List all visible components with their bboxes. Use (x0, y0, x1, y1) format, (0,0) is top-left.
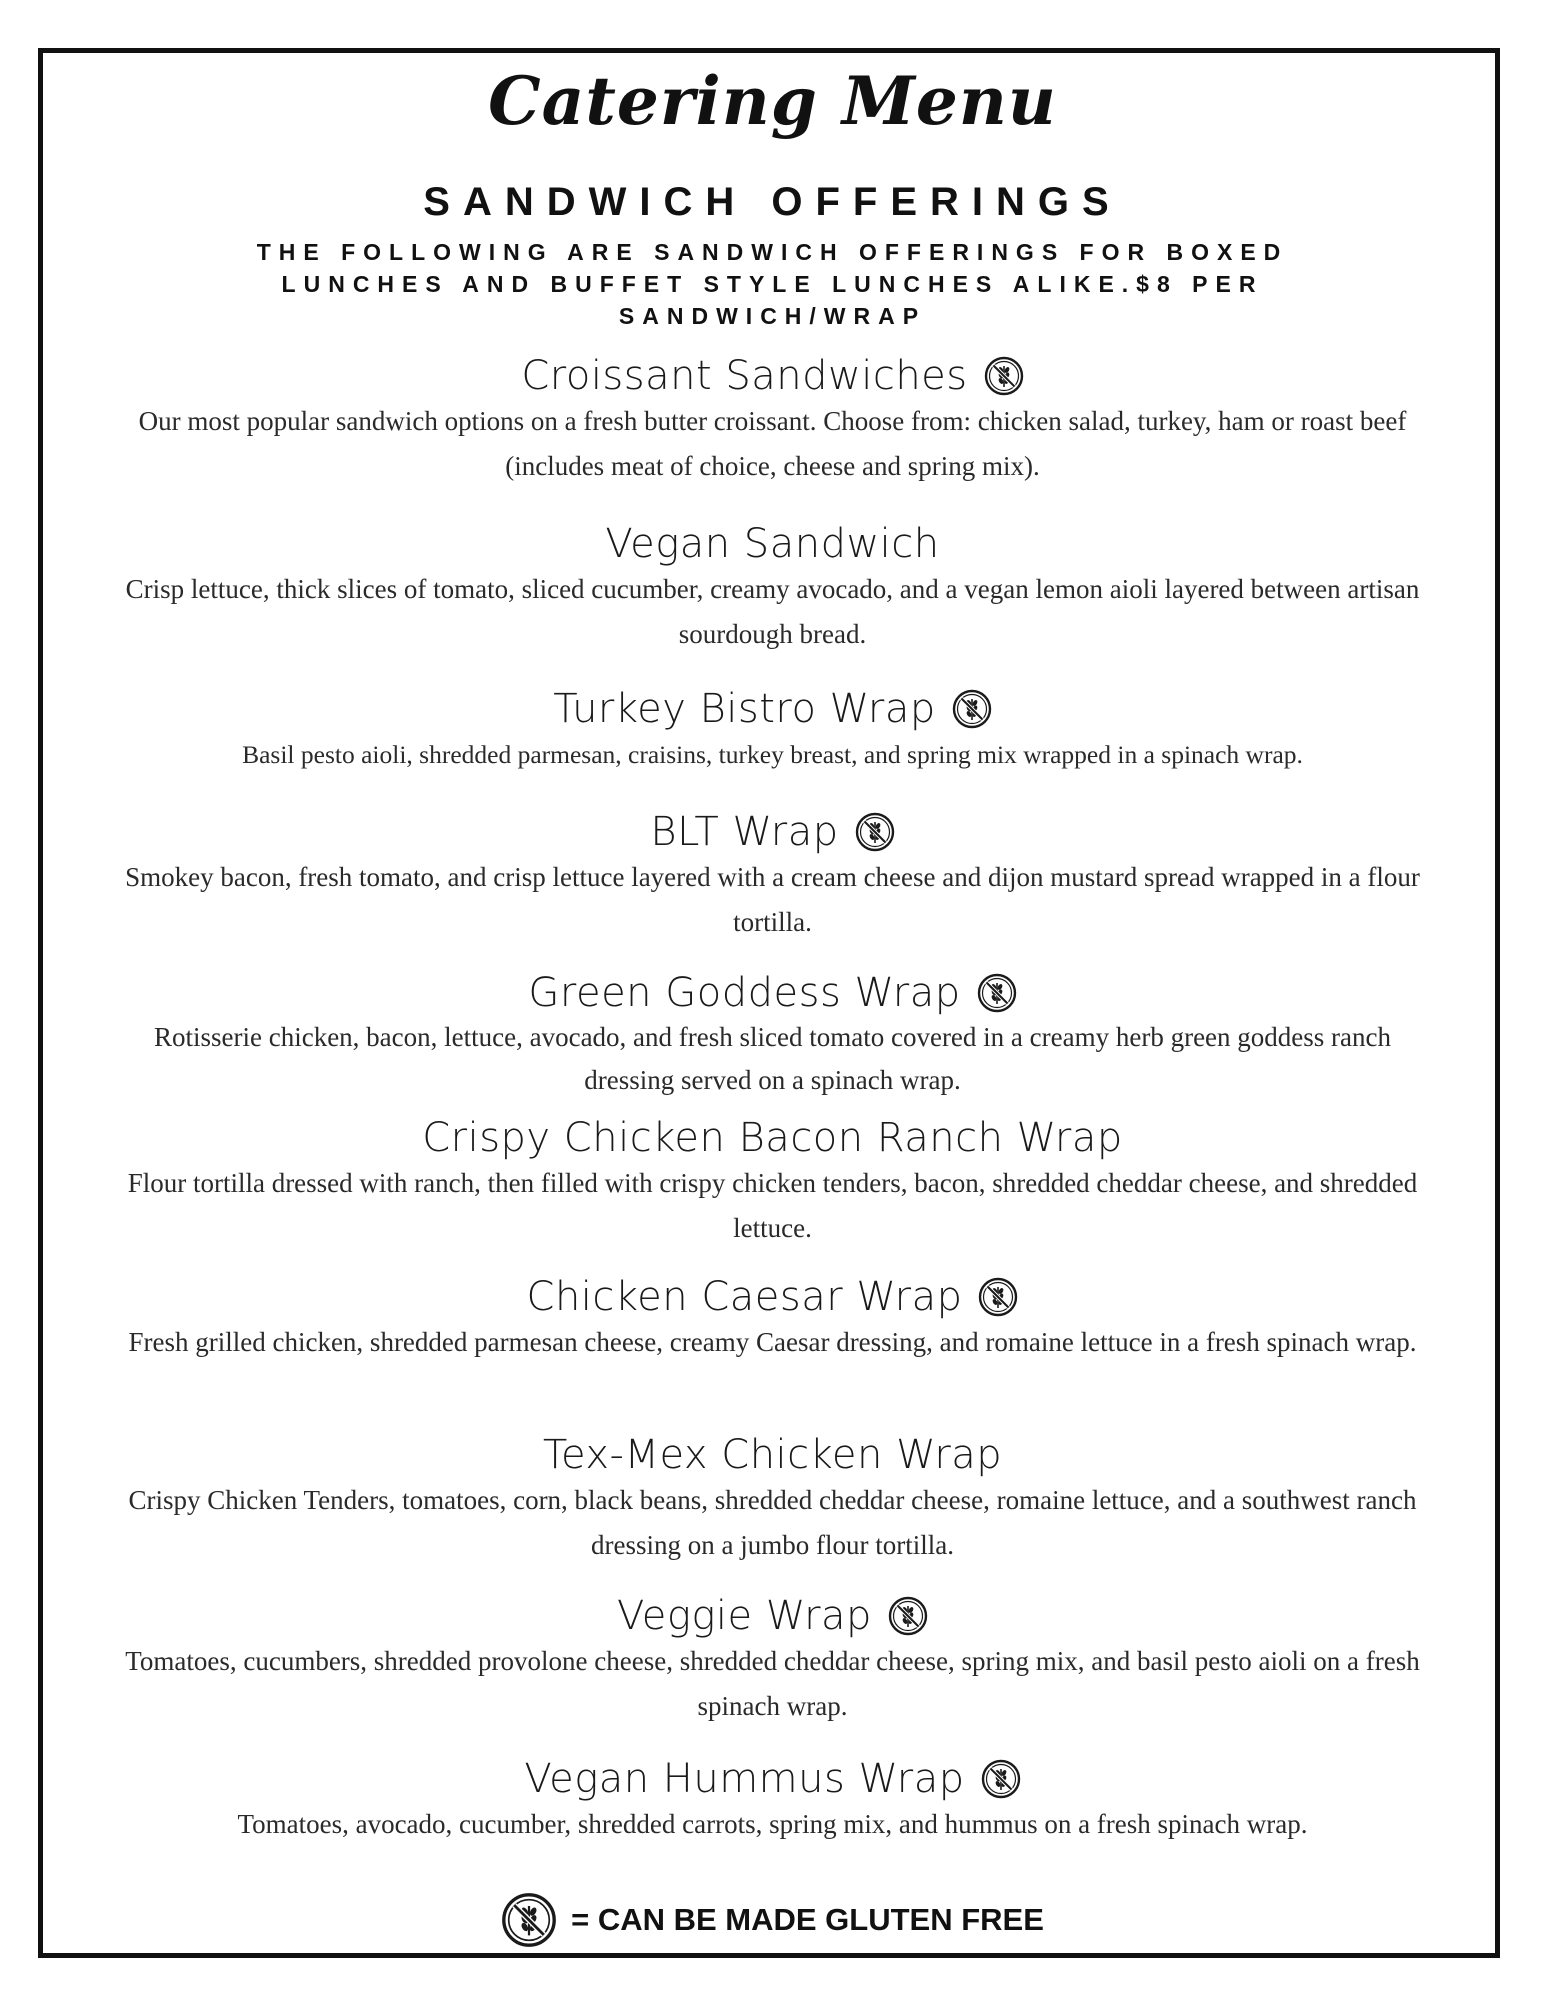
gluten-free-icon (501, 1892, 557, 1948)
menu-item (120, 686, 1425, 777)
item-name: Crispy Chicken Bacon Ranch Wrap (422, 1115, 1123, 1161)
item-description: Smokey bacon, fresh tomato, and crisp lettuce layered with a cream cheese and dijon mustard spread wrapped in a flour tortilla. (125, 862, 1420, 937)
menu-item (120, 521, 1425, 657)
menu-item (120, 1115, 1425, 1251)
gluten-free-icon (855, 812, 895, 852)
gluten-free-icon (888, 1596, 928, 1636)
item-description: Crisp lettuce, thick slices of tomato, sliced cucumber, creamy avocado, and a vegan lemon aioli layered between artisan sourdough bread. (125, 574, 1420, 649)
menu-item (120, 1274, 1425, 1365)
item-description: Tomatoes, cucumbers, shredded provolone cheese, shredded cheddar cheese, spring mix, and basil pesto aioli on a fresh spinach wrap. (125, 1646, 1420, 1721)
item-name: Croissant Sandwiches (521, 353, 968, 399)
menu-title: Catering Menu (488, 62, 1057, 140)
gluten-free-legend (0, 1892, 1545, 1948)
menu-item (120, 1593, 1425, 1729)
menu-item (120, 970, 1425, 1102)
item-name: Tex-Mex Chicken Wrap (542, 1432, 1003, 1478)
item-description: Tomatoes, avocado, cucumber, shredded carrots, spring mix, and hummus on a fresh spinach wrap. (237, 1809, 1308, 1839)
item-description: Flour tortilla dressed with ranch, then filled with crispy chicken tenders, bacon, shredded cheddar cheese, and shredded lettuce. (127, 1168, 1418, 1243)
legend-text: = CAN BE MADE GLUTEN FREE (571, 1902, 1044, 1937)
section-title: SANDWICH OFFERINGS (423, 180, 1122, 224)
item-name: BLT Wrap (650, 809, 839, 855)
menu-item (120, 353, 1425, 489)
item-name: Vegan Sandwich (605, 521, 940, 567)
item-description: Our most popular sandwich options on a fresh butter croissant. Choose from: chicken salad, turkey, ham or roast beef (includes meat of choice, cheese and spring mix). (138, 406, 1407, 481)
item-name: Green Goddess Wrap (528, 970, 961, 1016)
item-name: Turkey Bistro Wrap (553, 686, 936, 732)
item-description: Rotisserie chicken, bacon, lettuce, avocado, and fresh sliced tomato covered in a creamy herb green goddess ranch dressing served on a spinach wrap. (153, 1022, 1391, 1095)
gluten-free-icon (978, 1277, 1018, 1317)
gluten-free-icon (981, 1759, 1021, 1799)
gluten-free-icon (952, 689, 992, 729)
section-subtitle: THE FOLLOWING ARE SANDWICH OFFERINGS FOR BOXED LUNCHES AND BUFFET STYLE LUNCHES ALIKE.$8 PER SANDWICH/WRAP (256, 239, 1289, 329)
item-description: Basil pesto aioli, shredded parmesan, craisins, turkey breast, and spring mix wrapped in a spinach wrap. (242, 740, 1303, 769)
gluten-free-icon (977, 973, 1017, 1013)
item-description: Fresh grilled chicken, shredded parmesan cheese, creamy Caesar dressing, and romaine lettuce in a fresh spinach wrap. (128, 1327, 1417, 1357)
gluten-free-icon (984, 356, 1024, 396)
menu-item (120, 809, 1425, 945)
item-name: Veggie Wrap (617, 1593, 872, 1639)
menu-item (120, 1432, 1425, 1568)
menu-item (120, 1756, 1425, 1847)
item-description: Crispy Chicken Tenders, tomatoes, corn, black beans, shredded cheddar cheese, romaine lettuce, and a southwest ranch dressing on a jumbo flour tortilla. (128, 1485, 1417, 1560)
item-name: Vegan Hummus Wrap (524, 1756, 965, 1802)
item-name: Chicken Caesar Wrap (526, 1274, 963, 1320)
